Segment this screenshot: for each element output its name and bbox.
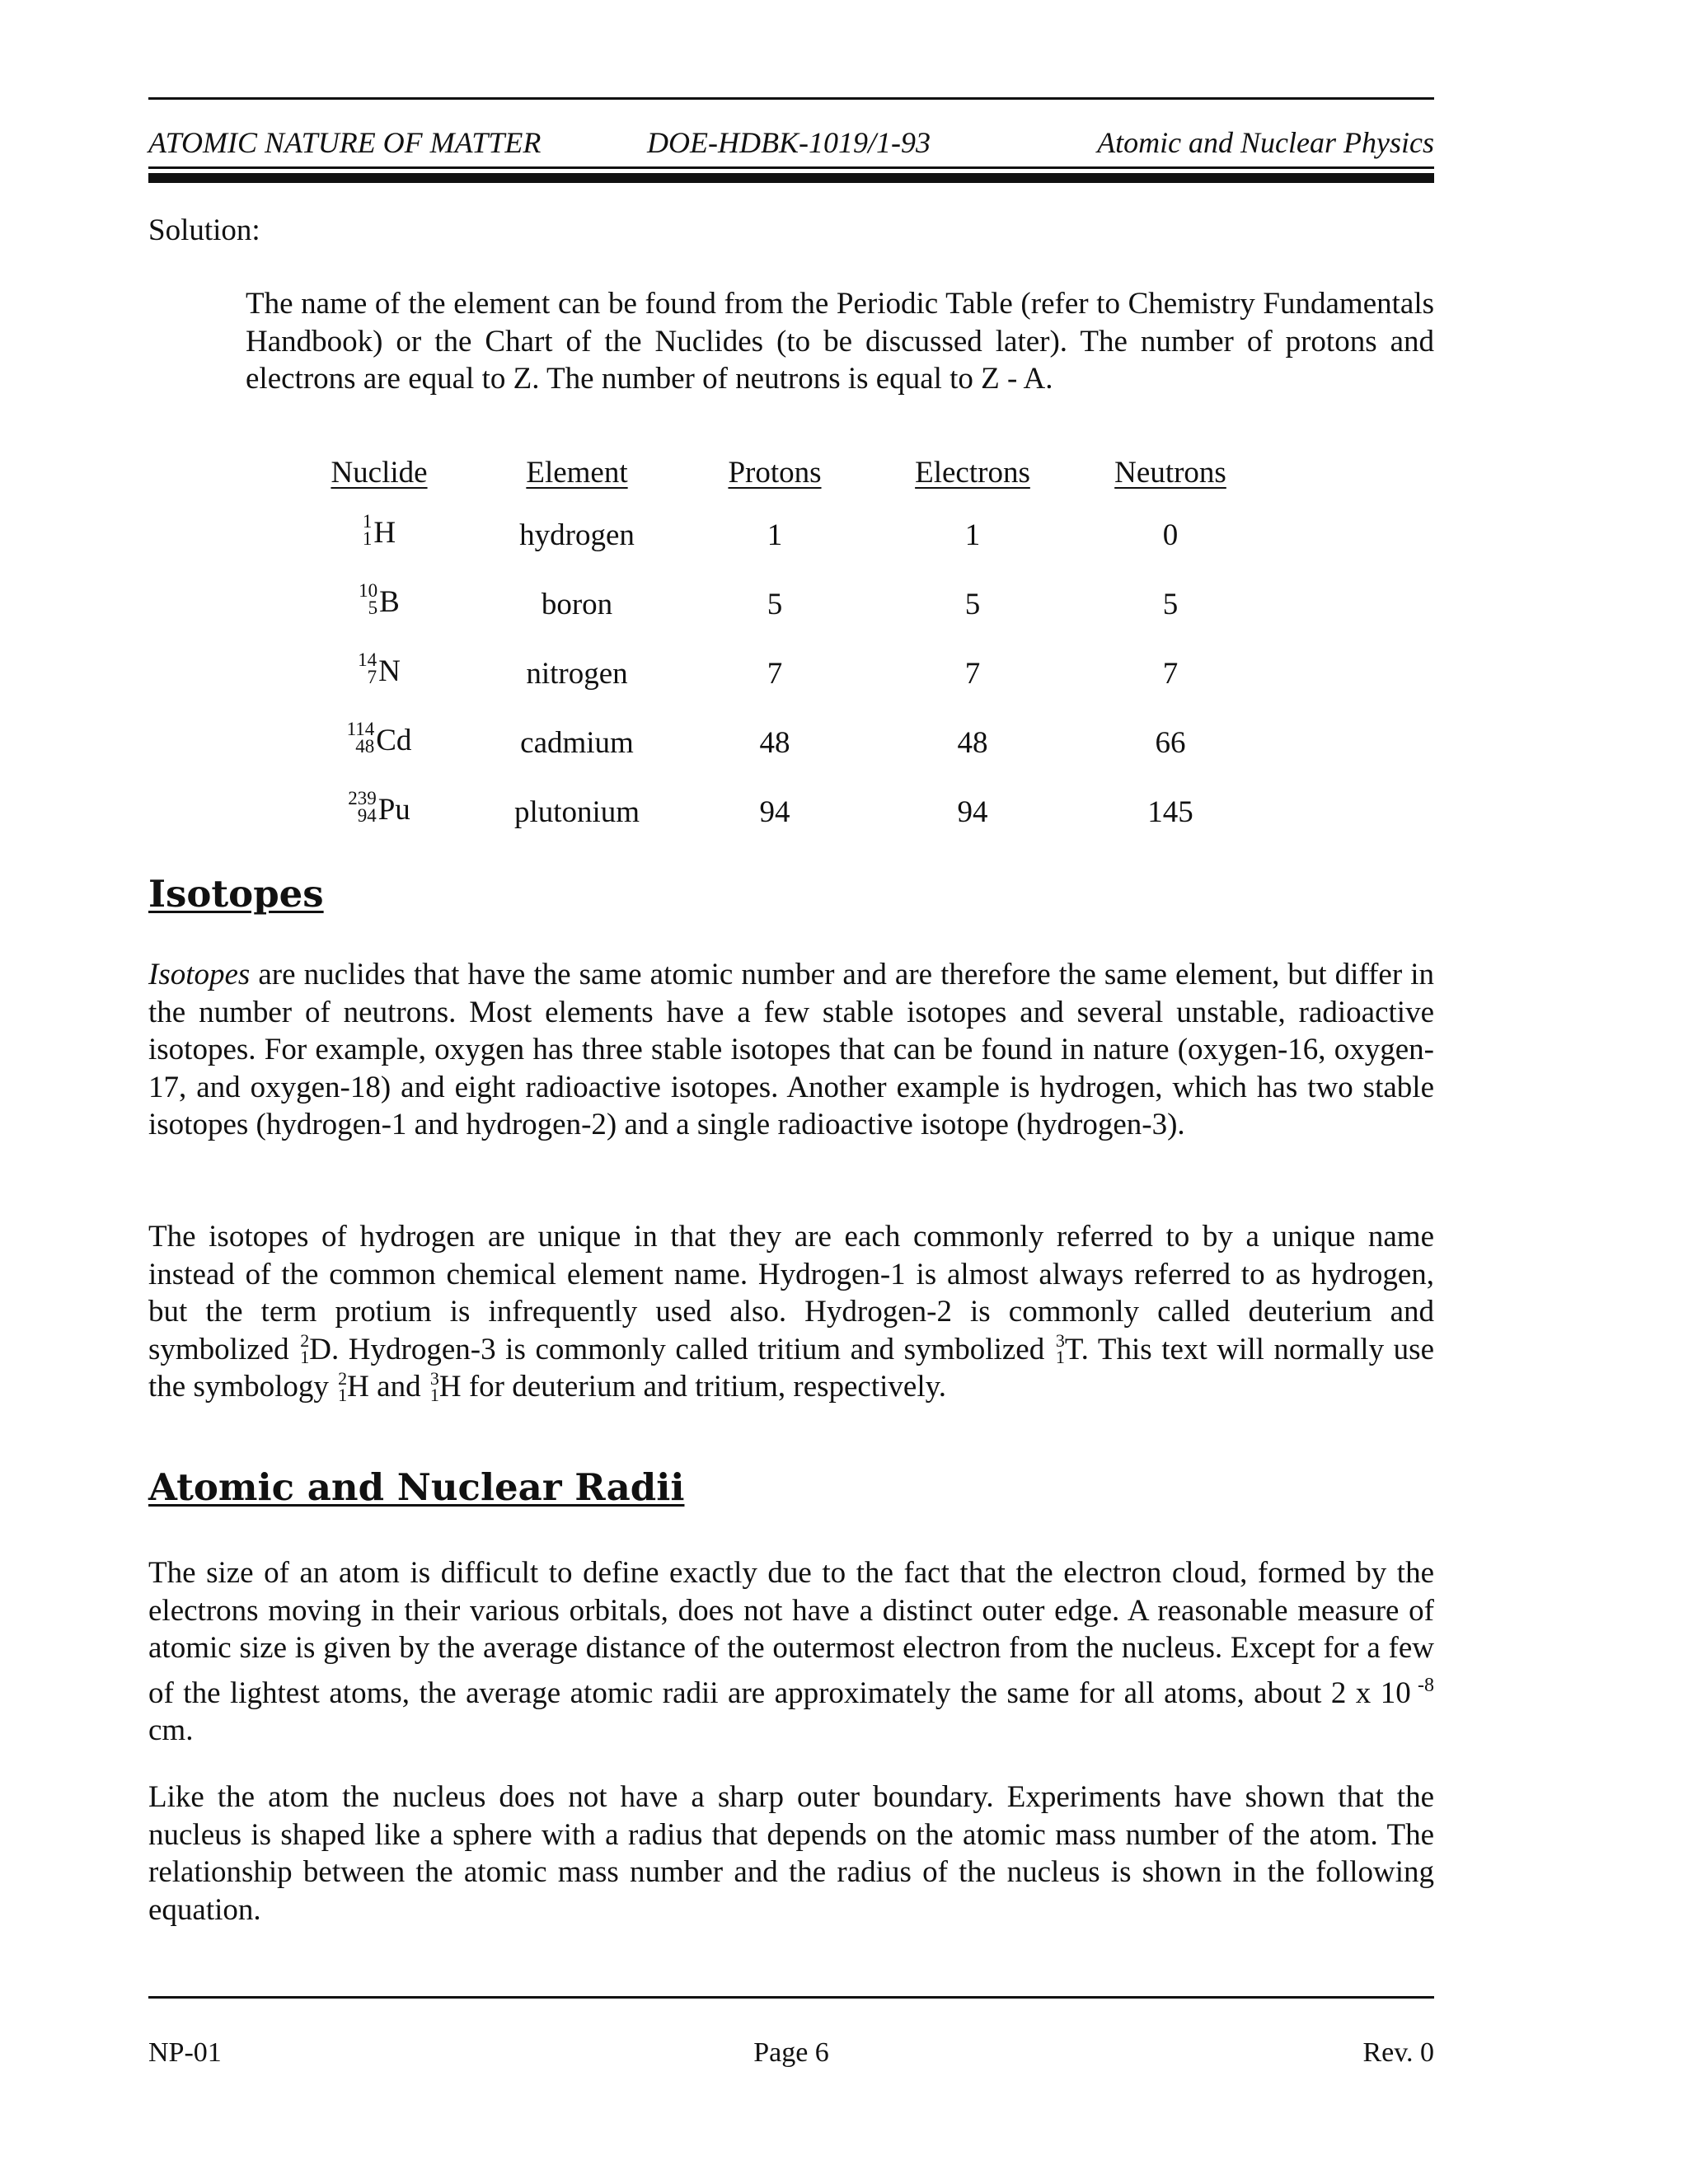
isotopes-term: Isotopes — [148, 958, 251, 991]
table-cell-protons: 48 — [759, 726, 790, 760]
hydrogen-2-notation: 2 1 — [338, 1367, 348, 1405]
column-header-nuclide: Nuclide — [331, 456, 428, 490]
table-cell-element: nitrogen — [526, 657, 628, 691]
table-cell-neutrons: 7 — [1162, 657, 1179, 691]
footer-module: NP-01 — [148, 2037, 222, 2068]
hydrogen-3-notation: 3 1 — [429, 1367, 439, 1405]
table-cell-electrons: 48 — [957, 726, 988, 760]
column-header-electrons: Electrons — [915, 456, 1030, 490]
table-row-nuclide: 1 1 H — [362, 510, 396, 551]
footer-page-number: Page 6 — [753, 2037, 829, 2068]
section-title-radii: Atomic and Nuclear Radii — [148, 1465, 685, 1509]
table-cell-neutrons: 0 — [1162, 518, 1179, 552]
table-cell-neutrons: 66 — [1155, 726, 1186, 760]
table-cell-element: plutonium — [513, 795, 640, 829]
column-header-element: Element — [526, 456, 628, 490]
table-row-nuclide: 14 7 N — [358, 649, 401, 689]
table-cell-element: boron — [541, 588, 613, 621]
solution-paragraph: The name of the element can be found from the Periodic Table (refer to Chemistry Fundamentals Handbook) or the Chart of the Nuclides (to be discussed later). The number of protons and electrons are equal to Z. The number of neutrons is equal to Z - A. — [246, 287, 1434, 396]
footer-rule — [148, 1996, 1434, 1999]
footer-revision: Rev. 0 — [1362, 2037, 1434, 2068]
table-cell-element: cadmium — [520, 726, 634, 760]
table-row-nuclide: 239 94 Pu — [348, 787, 410, 827]
table-cell-neutrons: 5 — [1162, 588, 1179, 621]
isotopes-paragraph-1: Isotopes are nuclides that have the same atomic number and are therefore the same element, but differ in the number of neutrons. Most elements have a few stable isotopes and several unstable, radioactive isotopes. For example, oxygen has three stable isotopes that can be found in nature (oxygen-16, oxygen-17, and oxygen-18) and eight radioactive isotopes. Another example is hydrogen, which has two stable isotopes (hydrogen-1 and hydrogen-2) and a single radioactive isotope (hydrogen-3). — [148, 958, 1434, 1141]
table-cell-electrons: 94 — [957, 795, 988, 829]
table-cell-electrons: 7 — [964, 657, 981, 691]
header-mid-rule — [148, 166, 1434, 169]
header-top-rule — [148, 97, 1434, 100]
header-bottom-rule — [148, 173, 1434, 183]
table-cell-protons: 94 — [759, 795, 790, 829]
table-cell-electrons: 1 — [964, 518, 981, 552]
deuterium-notation: 2 1 — [300, 1330, 310, 1368]
column-header-protons: Protons — [728, 456, 822, 490]
header-doc-number: DOE-HDBK-1019/1-93 — [647, 126, 931, 159]
radii-paragraph-2: Like the atom the nucleus does not have a sharp outer boundary. Experiments have shown that the nucleus is shaped like a sphere with a radius that depends on the atomic mass number of the atom. The relationship between the atomic mass number and the radius of the nucleus is shown in the following equation. — [148, 1780, 1434, 1927]
radii-paragraph-1: The size of an atom is difficult to define exactly due to the fact that the electron cloud, formed by the electrons moving in their various orbitals, does not have a distinct outer edge. A reasonable measure of atomic size is given by the average distance of the outermost electron from the nucleus. Except for a few of the lightest atoms, the average atomic radii are approximately the same for all atoms, about 2 x 10 $^{-8}$ cm. — [148, 1556, 1434, 1747]
table-cell-element: hydrogen — [519, 518, 635, 552]
table-cell-protons: 5 — [767, 588, 783, 621]
table-cell-electrons: 5 — [964, 588, 981, 621]
table-cell-protons: 7 — [767, 657, 783, 691]
running-header — [148, 125, 1434, 166]
tritium-notation: 3 1 — [1055, 1330, 1065, 1368]
header-chapter: ATOMIC NATURE OF MATTER — [148, 126, 542, 159]
header-subject: Atomic and Nuclear Physics — [1097, 126, 1434, 159]
table-row-nuclide: 114 48 Cd — [346, 718, 412, 758]
column-header-neutrons: Neutrons — [1114, 456, 1226, 490]
table-row-nuclide: 10 5 B — [359, 579, 400, 620]
solution-label: Solution: — [148, 213, 260, 247]
table-cell-neutrons: 145 — [1147, 795, 1193, 829]
section-title-isotopes: Isotopes — [148, 872, 324, 916]
isotopes-paragraph-2: The isotopes of hydrogen are unique in that they are each commonly referred to by a unique name instead of the common chemical element name. Hydrogen-1 is almost always referred to as hydrogen, but the term protium is infrequently used also. Hydrogen-2 is commonly called deuterium and symbolized 2 1 D. Hydrogen-3 is commonly called tritium and symbolized 3 1 T. This text will normally use the symbology 2 1 H and 3 1 H for deuterium and tritium, respectively. — [148, 1220, 1435, 1405]
table-cell-protons: 1 — [767, 518, 783, 552]
